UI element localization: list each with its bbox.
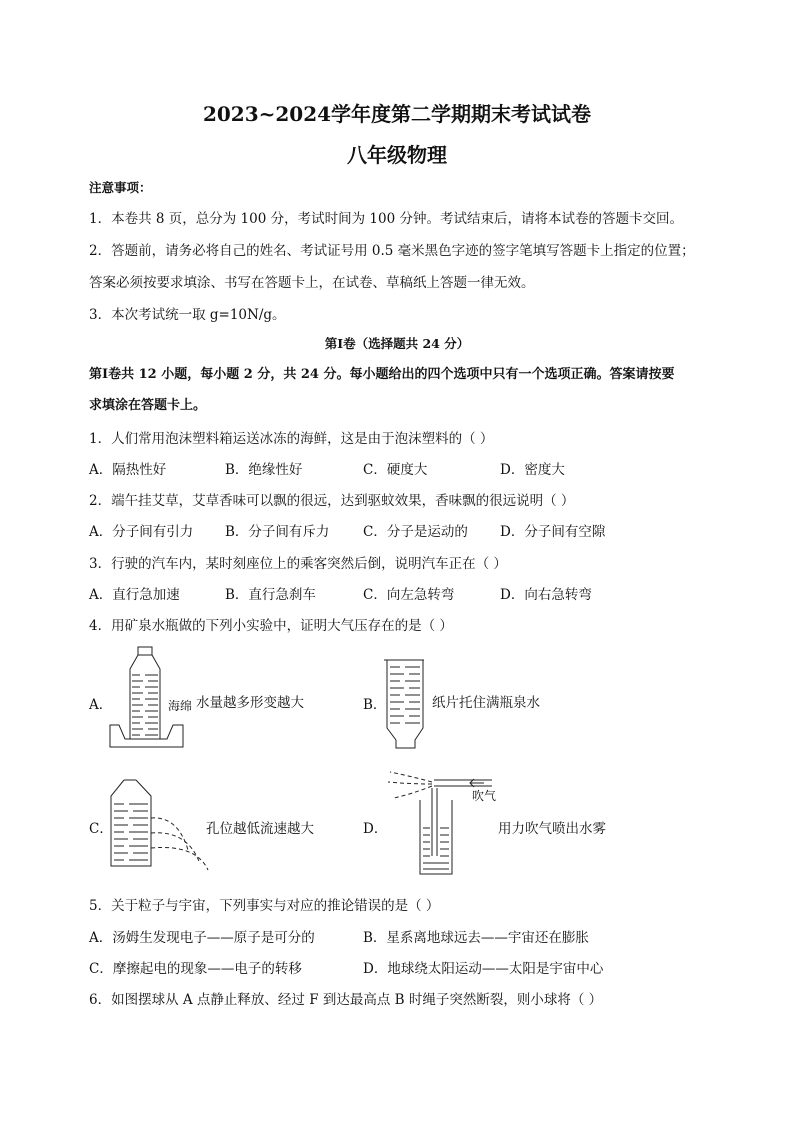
figure-a-caption: 水量越多形变越大 <box>196 695 304 711</box>
section-instructions-1: 第Ⅰ卷共 12 小题，每小题 2 分，共 24 分。每小题给出的四个选项中只有一个选项正确。答案请按要 <box>89 367 675 382</box>
question-5-option-b: B．星系离地球远去——宇宙还在膨胀 <box>363 930 589 946</box>
question-5-option-d: D．地球绕太阳运动——太阳是宇宙中心 <box>363 961 604 977</box>
question-4-option-c: C． <box>89 821 113 837</box>
blow-straw-figure <box>388 768 500 878</box>
figure-d-caption: 用力吹气喷出水雾 <box>498 821 606 837</box>
notice-heading: 注意事项： <box>89 180 152 195</box>
question-4-option-b: B． <box>363 697 387 713</box>
question-1-option-a: A．隔热性好 <box>89 462 167 478</box>
exam-title: 2023~2024学年度第二学期期末考试试卷 <box>202 102 592 126</box>
question-1-option-b: B．绝缘性好 <box>225 462 303 478</box>
bottle-with-holes-figure <box>108 778 218 870</box>
section-title: 第Ⅰ卷（选择题共 24 分） <box>324 336 470 351</box>
question-2-option-a: A．分子间有引力 <box>89 524 194 540</box>
blow-label: 吹气 <box>472 789 497 803</box>
notice-item-3: 3．本次考试统一取 g=10N/g。 <box>89 307 286 323</box>
sponge-label: 海绵 <box>168 699 193 713</box>
question-2-option-c: C．分子是运动的 <box>363 524 468 540</box>
question-3-option-a: A．直行急加速 <box>89 587 180 603</box>
question-5-option-c: C．摩擦起电的现象——电子的转移 <box>89 961 302 977</box>
question-1-option-c: C．硬度大 <box>363 462 428 478</box>
section-instructions-2: 求填涂在答题卡上。 <box>89 398 207 413</box>
question-5-option-a: A．汤姆生发现电子——原子是可分的 <box>89 930 315 946</box>
question-4-option-a: A． <box>89 697 113 713</box>
question-2-option-b: B．分子间有斥力 <box>225 524 330 540</box>
notice-item-1: 1．本卷共 8 页，总分为 100 分，考试时间为 100 分钟。考试结束后，请将本试卷的答题卡交回。 <box>89 211 683 227</box>
question-1-stem: 1．人们常用泡沫塑料箱运送冰冻的海鲜，这是由于泡沫塑料的（ ） <box>89 431 494 447</box>
figure-c-caption: 孔位越低流速越大 <box>206 821 314 837</box>
question-3-option-d: D．向右急转弯 <box>500 587 592 603</box>
question-2-option-d: D．分子间有空隙 <box>500 524 606 540</box>
figure-b-caption: 纸片托住满瓶泉水 <box>432 695 540 711</box>
question-3-stem: 3．行驶的汽车内，某时刻座位上的乘客突然后倒，说明汽车正在（ ） <box>89 556 507 572</box>
question-6-stem: 6．如图摆球从 A 点静止释放、经过 F 到达最高点 B 时绳子突然断裂，则小球将（ ） <box>89 992 603 1008</box>
question-5-stem: 5．关于粒子与宇宙，下列事实与对应的推论错误的是（ ） <box>89 898 440 914</box>
question-4-option-d: D． <box>363 821 388 837</box>
question-2-stem: 2．端午挂艾草，艾草香味可以飘的很远，达到驱蚊效果，香味飘的很远说明（ ） <box>89 493 575 509</box>
exam-subtitle: 八年级物理 <box>347 143 447 167</box>
notice-item-2: 2．答题前，请务必将自己的姓名、考试证号用 0.5 毫米黑色字迹的签字笔填写答题卡上指定的位置； <box>89 243 695 259</box>
notice-item-2-cont: 答案必须按要求填涂、书写在答题卡上，在试卷、草稿纸上答题一律无效。 <box>89 275 535 291</box>
question-1-option-d: D．密度大 <box>500 462 565 478</box>
question-3-option-c: C．向左急转弯 <box>363 587 455 603</box>
question-4-stem: 4．用矿泉水瓶做的下列小实验中，证明大气压存在的是（ ） <box>89 618 453 634</box>
question-3-option-b: B．直行急刹车 <box>225 587 316 603</box>
